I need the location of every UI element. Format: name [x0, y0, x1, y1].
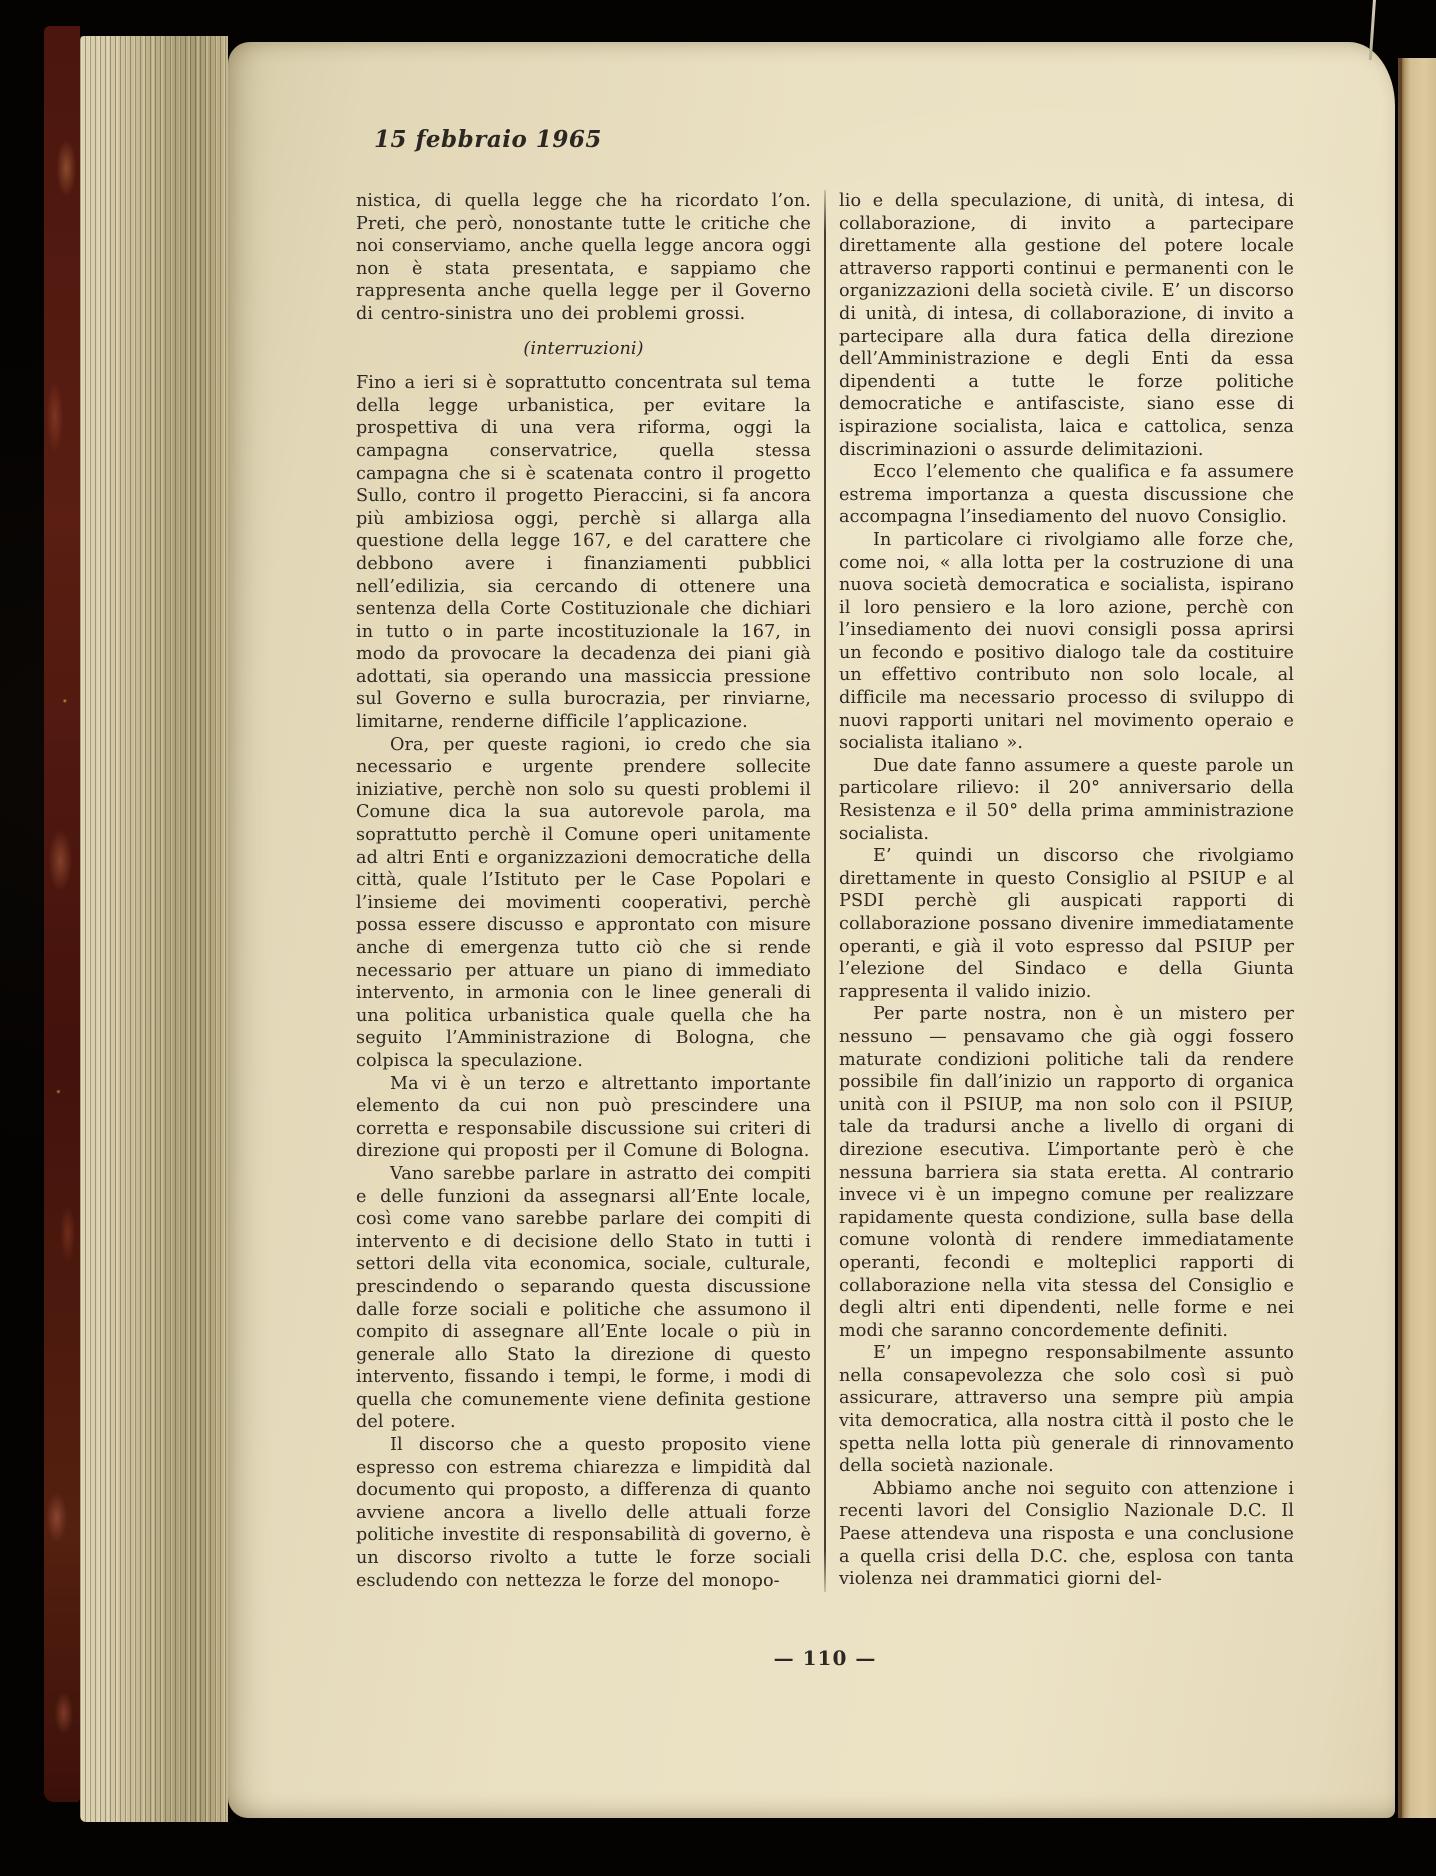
date-heading: 15 febbraio 1965 — [374, 126, 602, 153]
paragraph: Abbiamo anche noi seguito con attenzione i recenti lavori del Consiglio Nazionale D.C. Il Paese attendeva una risposta e una conclusione a quella crisi della D.C. che, esplosa con tanta violenza nei drammatici giorni del- — [839, 1478, 1294, 1590]
book-page-edges — [80, 36, 228, 1822]
paragraph: Fino a ieri si è soprattutto concentrata sul tema della legge urbanistica, per evitare la prospettiva di una vera riforma, oggi la campagna conservatrice, quella stessa campagna che si è scatenata contro il progetto Sullo, contro il progetto Pieraccini, si fa ancora più ambiziosa oggi, perchè si allarga alla questione della legge 167, e del carattere che debbono avere i finanziamenti pubblici nell’edilizia, sia cercando di ottenere una sentenza della Corte Costituzionale che dichiari in tutto o in parte incostituzionale la 167, in modo da provocare la decadenza dei piani già adottati, sia operando una massiccia pressione sul Governo e sulla burocrazia, per rinviarne, limitarne, renderne difficile l’applicazione. — [356, 373, 811, 733]
paragraph: Ecco l’elemento che qualifica e fa assumere estrema importanza a questa discussione che accompagna l’insediamento del nuovo Consiglio. — [839, 462, 1294, 528]
text-column-left — [356, 190, 811, 1592]
paragraph: Il discorso che a questo proposito viene espresso con estrema chiarezza e limpidità dal documento qui proposto, a differenza di quanto avviene ancora a livello delle attuali forze politiche investite di responsabilità di governo, è un discorso rivolto a tutte le forze sociali escludendo con nettezza le forze del monopo- — [356, 1435, 811, 1591]
paragraph: Ora, per queste ragioni, io credo che sia necessario e urgente prendere sollecite iniziative, perchè non solo su questi problemi il Comune dica la sua autorevole parola, ma soprattutto perchè il Comune operi unitamente ad altri Enti e organizzazioni democratiche della città, quale l’Istituto per le Case Popolari e l’insieme dei movimenti cooperativi, perchè possa essere discusso e approntato con misure anche di emergenza tutto ciò che si rende necessario per attuare un piano di immediato intervento, in armonia con le linee generali di una politica urbanistica quale quella che ha seguito l’Amministrazione di Bologna, che colpisca la speculazione. — [356, 734, 811, 1071]
paragraph: (interruzioni) — [523, 338, 644, 359]
paragraph: E’ quindi un discorso che rivolgiamo direttamente in questo Consiglio al PSIUP e al PSDI perchè gli auspicati rapporti di collaborazione possano divenire immediatamente operanti, e già il voto espresso dal PSIUP per l’elezione del Sindaco e della Giunta rappresenta il valido inizio. — [839, 846, 1294, 1002]
paragraph: Per parte nostra, non è un mistero per nessuno — pensavamo che già oggi fossero maturate condizioni politiche tali da rendere possibile fin dall’inizio un rapporto di organica unità con il PSIUP, ma non solo con il PSIUP, tale da tradursi anche a livello di organi di direzione esecutiva. L’importante però è che nessuna barriera sia stata eretta. Al contrario invece vi è un impegno comune per realizzare rapidamente questa condizione, sulla base della comune volontà di rendere immediatamente operanti, fecondi e molteplici rapporti di collaborazione nella vita stessa del Consiglio e degli altri enti dipendenti, nelle forme e nei modi che saranno concordemente definiti. — [839, 1004, 1294, 1341]
paragraph: E’ un impegno responsabilmente assunto nella consapevolezza che solo così si può assicurare, attraverso una sempre più ampia vita democratica, alla nostra città il posto che le spetta nella lotta più generale di rinnovamento della società nazionale. — [839, 1343, 1294, 1477]
facing-page-edge — [1398, 58, 1436, 1818]
paragraph: In particolare ci rivolgiamo alle forze che, come noi, « alla lotta per la costruzione di una nuova società democratica e socialista, ispirano il loro pensiero e la loro azione, perchè con l’insediamento dei nuovi consigli possa aprirsi un fecondo e positivo dialogo tale da costituire un effettivo contributo non solo locale, al difficile ma necessario processo di sviluppo di nuovi rapporti unitari nel movimento operaio e socialista italiano ». — [839, 529, 1294, 754]
paragraph: Vano sarebbe parlare in astratto dei compiti e delle funzioni da assegnarsi all’Ente locale, così come vano sarebbe parlare dei compiti di intervento e di decisione dello Stato in tutti i settori della vita economica, sociale, culturale, prescindendo o separando questa discussione dalle forze sociali e politiche che assumono il compito di assegnare all’Ente locale o più in generale allo Stato la direzione di questo intervento, fissando i tempi, le forme, i modi di quella che comunemente viene definita gestione del potere. — [356, 1163, 811, 1433]
column-divider-rule — [824, 190, 826, 1592]
paragraph: lio e della speculazione, di unità, di intesa, di collaborazione, di invito a partecipare direttamente alla gestione del potere locale attraverso rapporti continui e permanenti con le organizzazioni della società civile. E’ un discorso di unità, di intesa, di collaborazione, di invito a partecipare alla dura fatica della direzione dell’Amministrazione e degli Enti da essa dipendenti a tutte le forze politiche democratiche e antifasciste, siano esse di ispirazione socialista, laica e cattolica, senza discriminazioni o assurde delimitazioni. — [839, 191, 1294, 460]
text-column-right — [839, 190, 1294, 1592]
book-cover-edge — [44, 26, 80, 1802]
paragraph: Due date fanno assumere a queste parole un particolare rilievo: il 20° anniversario della Resistenza e il 50° della prima amministrazione socialista. — [839, 755, 1294, 844]
paragraph: Ma vi è un terzo e altrettanto importante elemento da cui non può prescindere una corretta e responsabile discussione sui criteri di direzione qui proposti per il Comune di Bologna. — [356, 1073, 811, 1162]
text-block — [356, 190, 1294, 1592]
column-gap — [811, 190, 839, 1592]
paragraph: nistica, di quella legge che ha ricordato l’on. Preti, che però, nonostante tutte le critiche che noi conserviamo, anche quella legge ancora oggi non è stata presentata, e sappiamo che rappresenta anche quella legge per il Governo di centro-sinistra uno dei problemi grossi. — [356, 191, 811, 324]
book-page — [228, 42, 1395, 1818]
page-number: — 110 — — [773, 1646, 877, 1670]
